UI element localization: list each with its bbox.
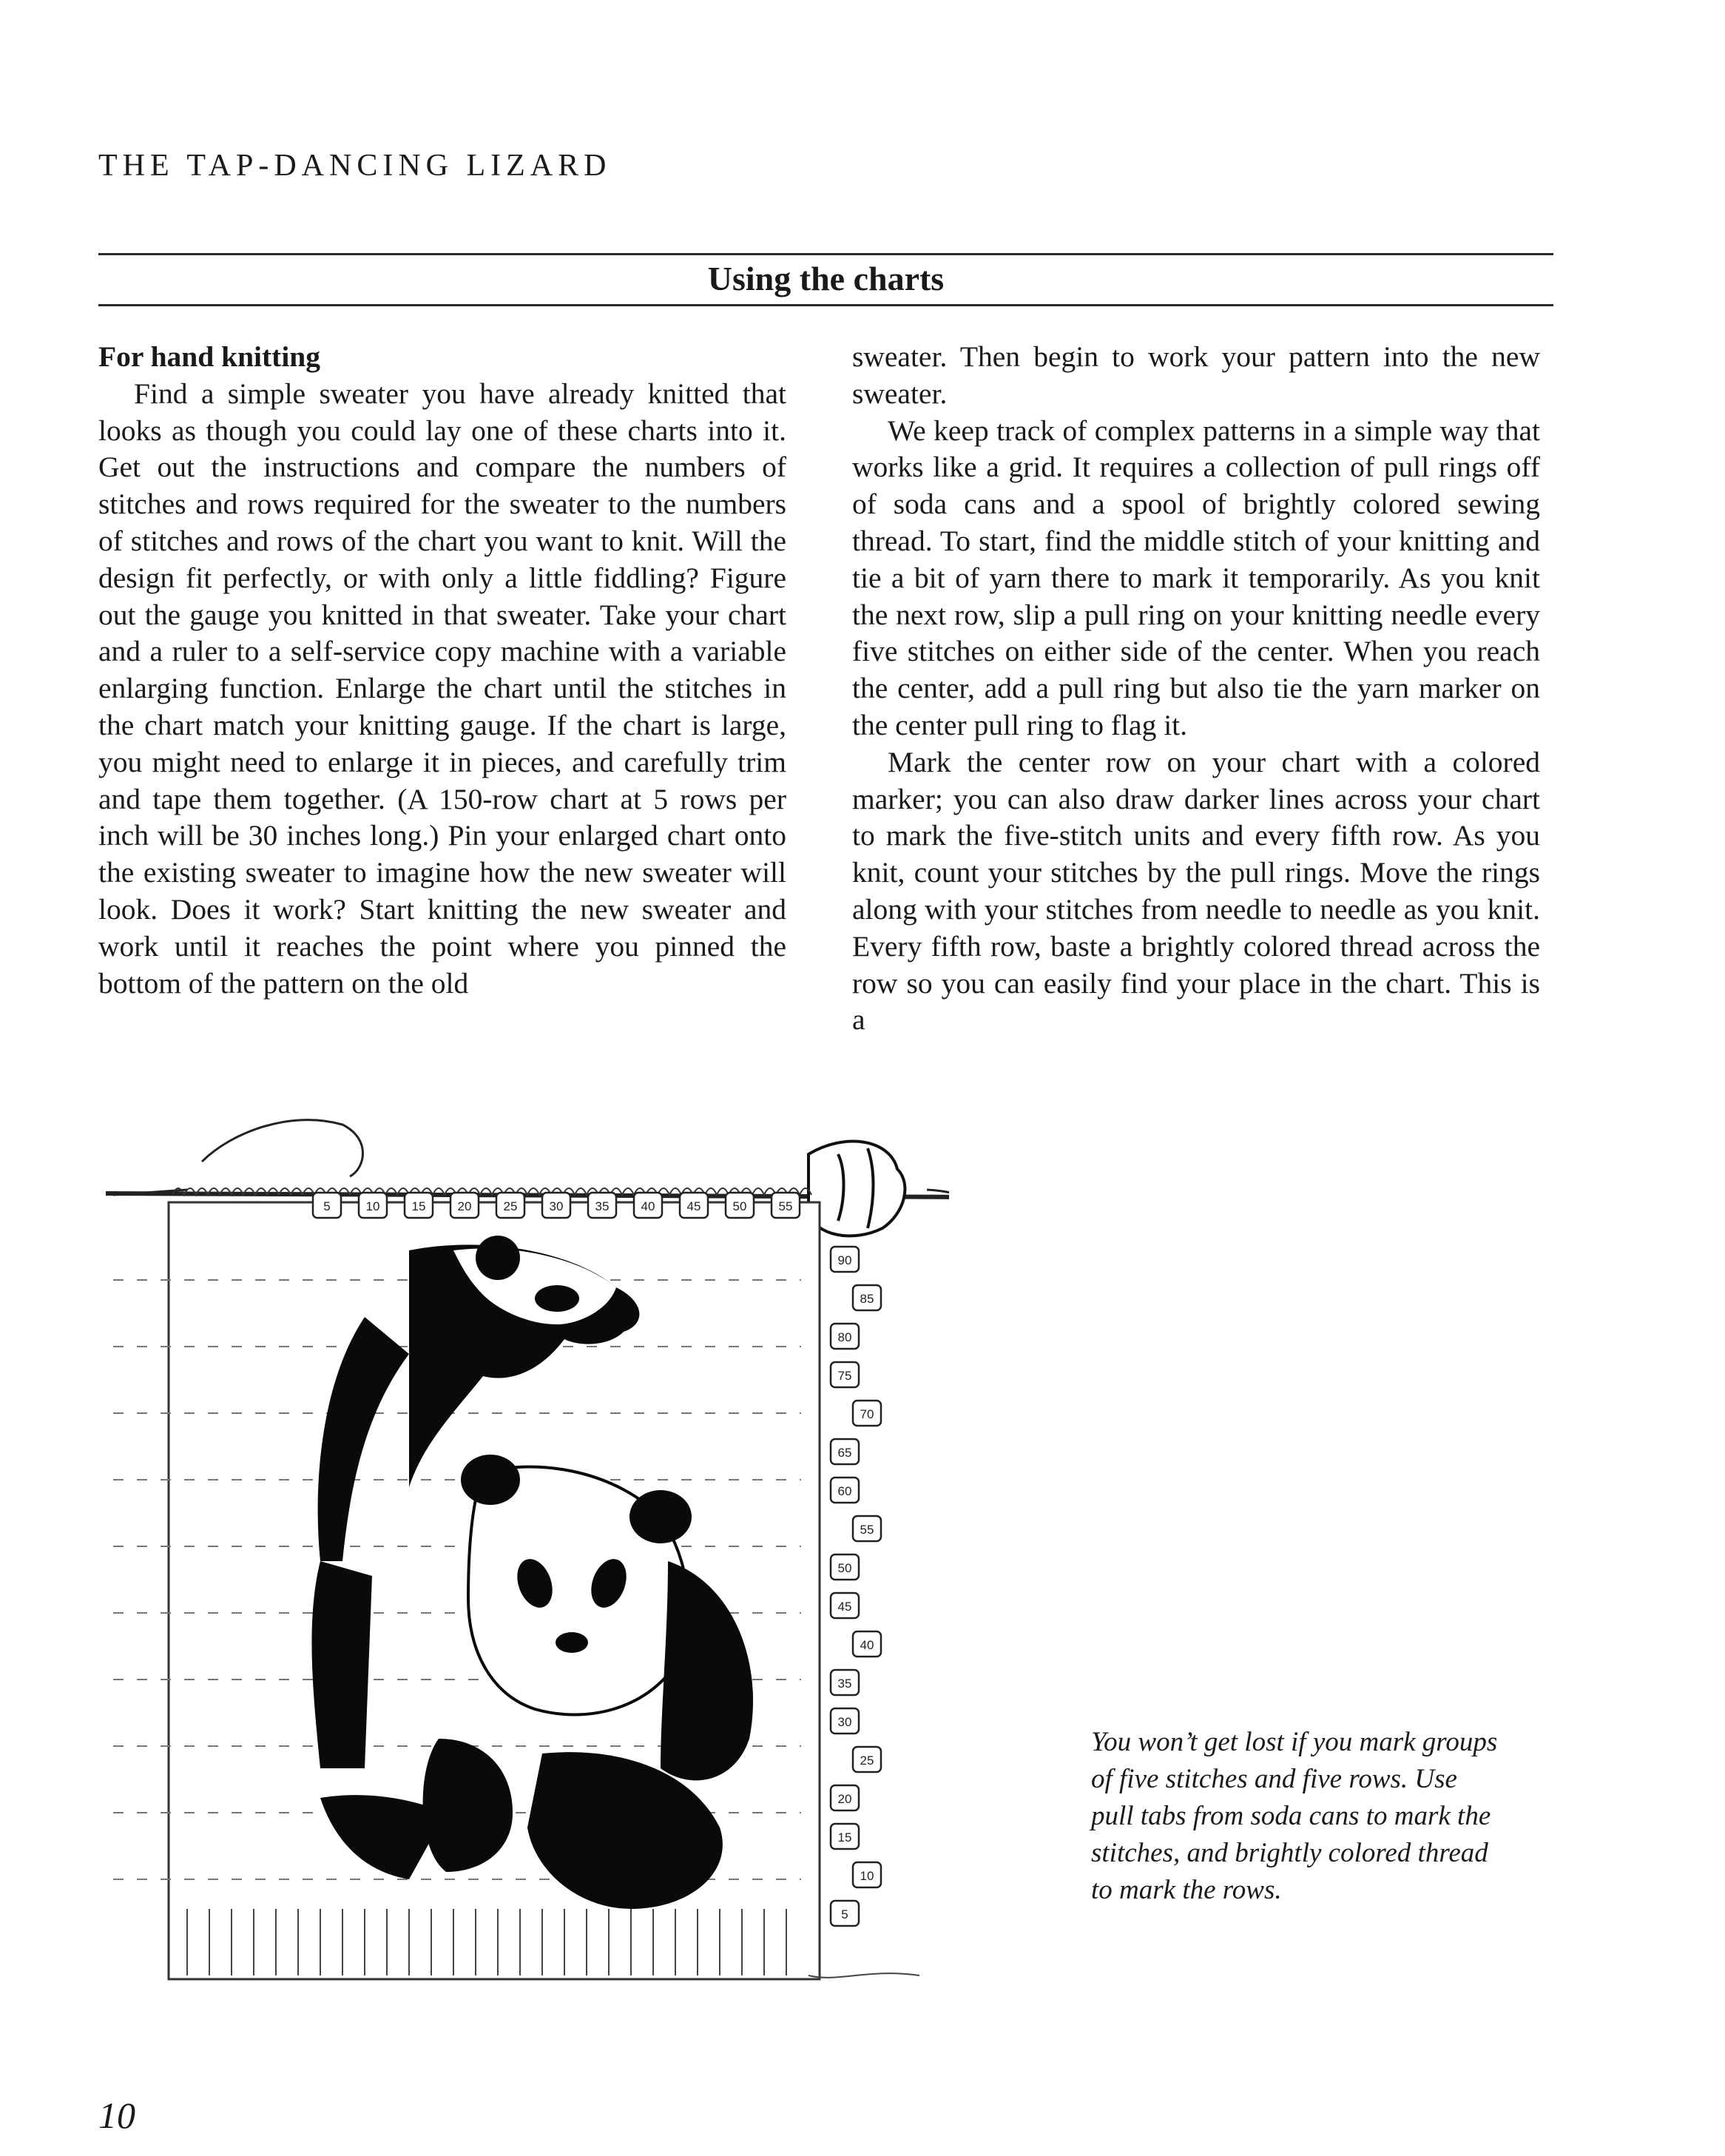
svg-text:15: 15 <box>411 1199 426 1213</box>
svg-text:45: 45 <box>837 1600 852 1614</box>
yarn-strand <box>113 1120 363 1195</box>
stitch-marker-tag <box>450 1193 479 1218</box>
lizard-hand <box>809 1142 905 1236</box>
row-marker-tag <box>831 1670 859 1695</box>
row-marker-tag <box>831 1554 859 1580</box>
row-marker-tag <box>853 1285 881 1310</box>
row-marker-tag <box>831 1593 859 1618</box>
row-marker-tag <box>831 1362 859 1387</box>
svg-text:30: 30 <box>837 1715 852 1729</box>
svg-text:30: 30 <box>549 1199 564 1213</box>
stitch-marker-tag <box>634 1193 662 1218</box>
row-marker-tag <box>853 1747 881 1772</box>
stitch-marker-tag <box>588 1193 616 1218</box>
stitch-marker-tag <box>496 1193 524 1218</box>
svg-text:10: 10 <box>860 1869 874 1883</box>
svg-text:40: 40 <box>641 1199 655 1213</box>
row-marker-tag <box>831 1324 859 1349</box>
svg-text:50: 50 <box>732 1199 747 1213</box>
stitch-marker-tag <box>680 1193 708 1218</box>
running-head: THE TAP-DANCING LIZARD <box>98 149 612 183</box>
row-marker-tag <box>853 1401 881 1426</box>
stitch-marker-tag <box>542 1193 570 1218</box>
svg-text:80: 80 <box>837 1330 852 1344</box>
svg-text:70: 70 <box>860 1407 874 1421</box>
left-column <box>98 339 786 1002</box>
svg-text:60: 60 <box>837 1484 852 1498</box>
row-marker-tag <box>831 1824 859 1849</box>
stitch-marker-tag <box>726 1193 754 1218</box>
stitch-marker-tag <box>405 1193 433 1218</box>
svg-text:25: 25 <box>503 1199 518 1213</box>
svg-text:35: 35 <box>837 1677 852 1691</box>
section-title: Using the charts <box>707 260 945 297</box>
stitch-marker-tag <box>313 1193 341 1218</box>
svg-text:40: 40 <box>860 1638 874 1652</box>
right-column <box>852 339 1540 1039</box>
row-marker-tags <box>831 1247 881 1926</box>
svg-text:55: 55 <box>778 1199 793 1213</box>
svg-text:15: 15 <box>837 1830 852 1845</box>
cast-on-loops <box>172 1188 811 1195</box>
row-marker-tag <box>831 1785 859 1810</box>
svg-text:45: 45 <box>686 1199 701 1213</box>
svg-text:75: 75 <box>837 1369 852 1383</box>
row-marker-tag <box>853 1631 881 1657</box>
stitch-marker-tag <box>772 1193 800 1218</box>
svg-text:90: 90 <box>837 1253 852 1267</box>
row-marker-tag <box>831 1247 859 1272</box>
row-marker-tag <box>831 1439 859 1464</box>
svg-text:10: 10 <box>365 1199 380 1213</box>
subhead-hand-knitting: For hand knitting <box>98 340 321 373</box>
svg-text:20: 20 <box>837 1792 852 1806</box>
svg-text:5: 5 <box>841 1907 848 1921</box>
svg-text:25: 25 <box>860 1754 874 1768</box>
svg-text:5: 5 <box>323 1199 331 1213</box>
page-number: 10 <box>98 2095 135 2136</box>
knitting-panda-illustration <box>98 1102 949 2042</box>
paragraph-continuation: sweater. Then begin to work your pattern into the new sweater. <box>852 340 1540 410</box>
paragraph: Find a simple sweater you have already knitted that looks as though you could lay one of these charts into it. Get out the instructions and compare the numbers of stitches and rows required for the sweater to the numbers of stitches and rows of the chart you want to knit. Will the design fit perfectly, or with only a little fiddling? Figure out the gauge you knitted in that sweater. Take your chart and a ruler to a self-service copy machine with a variable enlarging function. Enlarge the chart until the stitches in the chart match your knitting gauge. If the chart is large, you might need to enlarge it in pieces, and carefully trim and tape them together. (A 150-row chart at 5 rows per inch will be 30 inches long.) Pin your enlarged chart onto the existing sweater to imagine how the new sweater will look. Does it work? Start knitting the new sweater and work until it reaches the point where you pinned the bottom of the pattern on the old <box>98 377 786 1000</box>
svg-text:65: 65 <box>837 1446 852 1460</box>
svg-text:20: 20 <box>457 1199 472 1213</box>
paragraph: Mark the center row on your chart with a colored marker; you can also draw darker lines across your chart to mark the five-stitch units and every fifth row. As you knit, count your stitches by the pull rings. Move the rings along with your stitches from needle to needle as you knit. Every fifth row, baste a brightly colored thread across the row so you can easily find your place in the chart. This is a <box>852 745 1540 1037</box>
svg-text:35: 35 <box>595 1199 610 1213</box>
row-marker-tag <box>853 1516 881 1541</box>
stitch-marker-tag <box>359 1193 387 1218</box>
section-rule-top <box>98 253 1553 255</box>
stitch-marker-tags <box>313 1193 800 1218</box>
svg-text:55: 55 <box>860 1523 874 1537</box>
section-rule-bottom <box>98 304 1553 306</box>
row-marker-tag <box>831 1901 859 1926</box>
row-marker-tag <box>831 1478 859 1503</box>
svg-text:50: 50 <box>837 1561 852 1575</box>
row-marker-tag <box>831 1708 859 1734</box>
paragraph: We keep track of complex patterns in a simple way that works like a grid. It requires a collection of pull rings off of soda cans and a spool of brightly colored sewing thread. To start, find the middle stitch of your knitting and tie a bit of yarn there to mark it temporarily. As you knit the next row, slip a pull ring on your knitting needle every five stitches on either side of the center. When you reach the center, add a pull ring but also tie the yarn marker on the center pull ring to flag it. <box>852 414 1540 741</box>
svg-text:85: 85 <box>860 1292 874 1306</box>
row-marker-tag <box>853 1862 881 1887</box>
figure-caption: You won’t get lost if you mark groups of five stitches and five rows. Use pull tabs from soda cans to mark the stitches, and brightly colored thread to mark the rows. <box>1091 1727 1498 1905</box>
